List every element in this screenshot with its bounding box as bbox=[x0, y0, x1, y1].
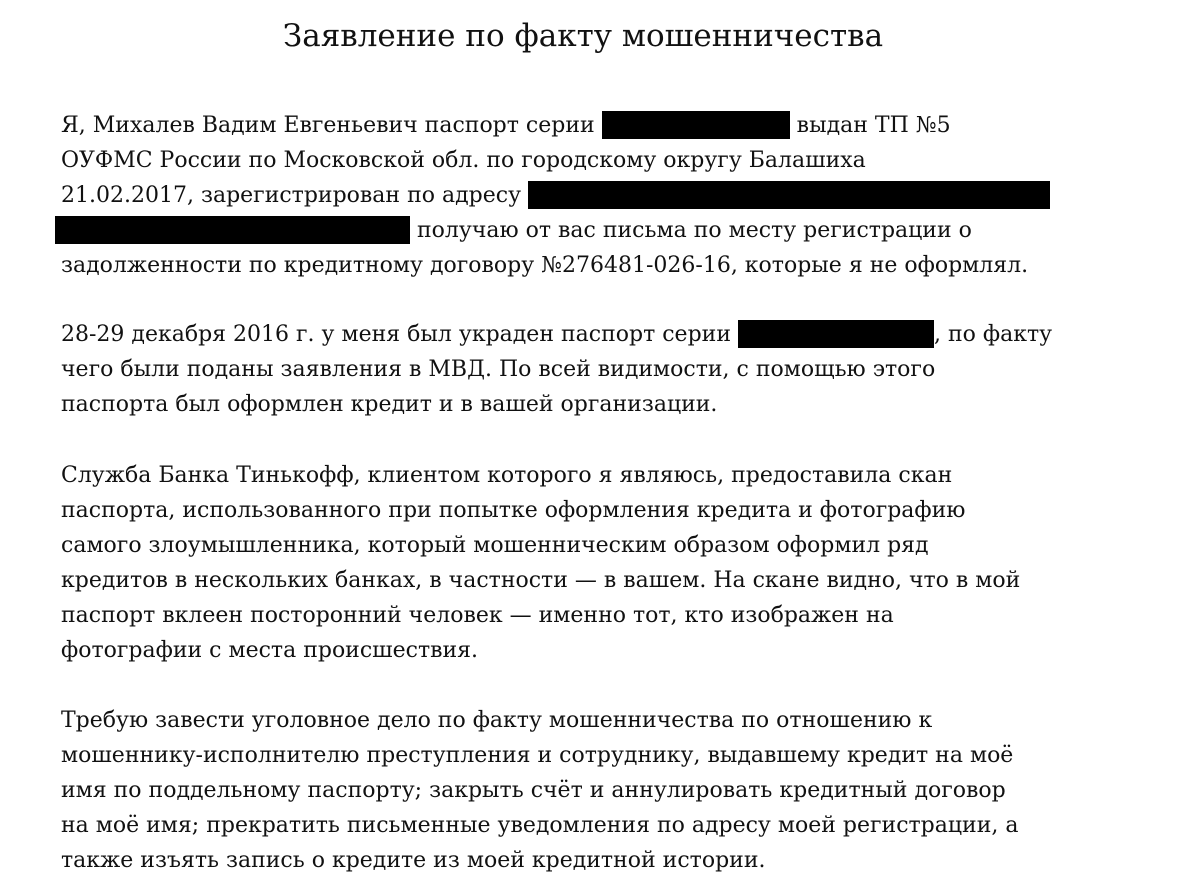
text-line: фотографии с места происшествия. bbox=[61, 638, 479, 663]
redacted-address-part1 bbox=[528, 181, 1050, 209]
paragraph-passport-theft bbox=[61, 317, 1181, 422]
text-line: Требую завести уголовное дело по факту мошенничества по отношению к bbox=[61, 708, 933, 733]
text-line: задолженности по кредитному договору №276481-026-16, которые я не оформлял. bbox=[61, 253, 1029, 278]
redacted-address-part2 bbox=[55, 216, 410, 244]
text-segment: Я, Михалев Вадим Евгеньевич паспорт серии bbox=[61, 113, 602, 138]
paragraph-demands bbox=[61, 703, 1181, 878]
text-line: кредитов в нескольких банках, в частности — в вашем. На скане видно, что в мой bbox=[61, 568, 1021, 593]
text-line: чего были поданы заявления в МВД. По всей видимости, с помощью этого bbox=[61, 357, 936, 382]
text-line: имя по поддельному паспорту; закрыть счёт и аннулировать кредитный договор bbox=[61, 778, 1006, 803]
text-segment: , по факту bbox=[933, 322, 1053, 347]
text-line: мошеннику-исполнителю преступления и сотруднику, выдавшему кредит на моё bbox=[61, 743, 1014, 768]
redacted-passport-series bbox=[602, 111, 790, 139]
paragraph-bank-evidence bbox=[61, 458, 1181, 668]
text-segment: 28-29 декабря 2016 г. у меня был украден паспорт серии bbox=[61, 322, 738, 347]
text-line: самого злоумышленника, который мошенническим образом оформил ряд bbox=[61, 533, 929, 558]
redacted-passport-series bbox=[738, 320, 934, 348]
text-line bbox=[61, 108, 1181, 143]
text-segment: 21.02.2017, зарегистрирован по адресу bbox=[61, 183, 529, 208]
text-line: паспорта был оформлен кредит и в вашей организации. bbox=[61, 392, 718, 417]
text-segment: выдан ТП №5 bbox=[789, 113, 951, 138]
text-line bbox=[61, 213, 1181, 248]
text-line: ОУФМС России по Московской обл. по городскому округу Балашиха bbox=[61, 148, 866, 173]
text-segment: получаю от вас письма по месту регистрации о bbox=[410, 218, 972, 243]
document-title: Заявление по факту мошенничества bbox=[282, 18, 884, 54]
text-line: Служба Банка Тинькофф, клиентом которого я являюсь, предоставила скан bbox=[61, 463, 953, 488]
text-line: паспорта, использованного при попытке оформления кредита и фотографию bbox=[61, 498, 966, 523]
text-line bbox=[61, 178, 1181, 213]
text-line: на моё имя; прекратить письменные уведомления по адресу моей регистрации, а bbox=[61, 813, 1019, 838]
text-line bbox=[61, 317, 1181, 352]
paragraph-applicant-info bbox=[61, 108, 1181, 283]
text-line: паспорт вклеен посторонний человек — именно тот, кто изображен на bbox=[61, 603, 894, 628]
text-line: также изъять запись о кредите из моей кредитной истории. bbox=[61, 848, 766, 873]
